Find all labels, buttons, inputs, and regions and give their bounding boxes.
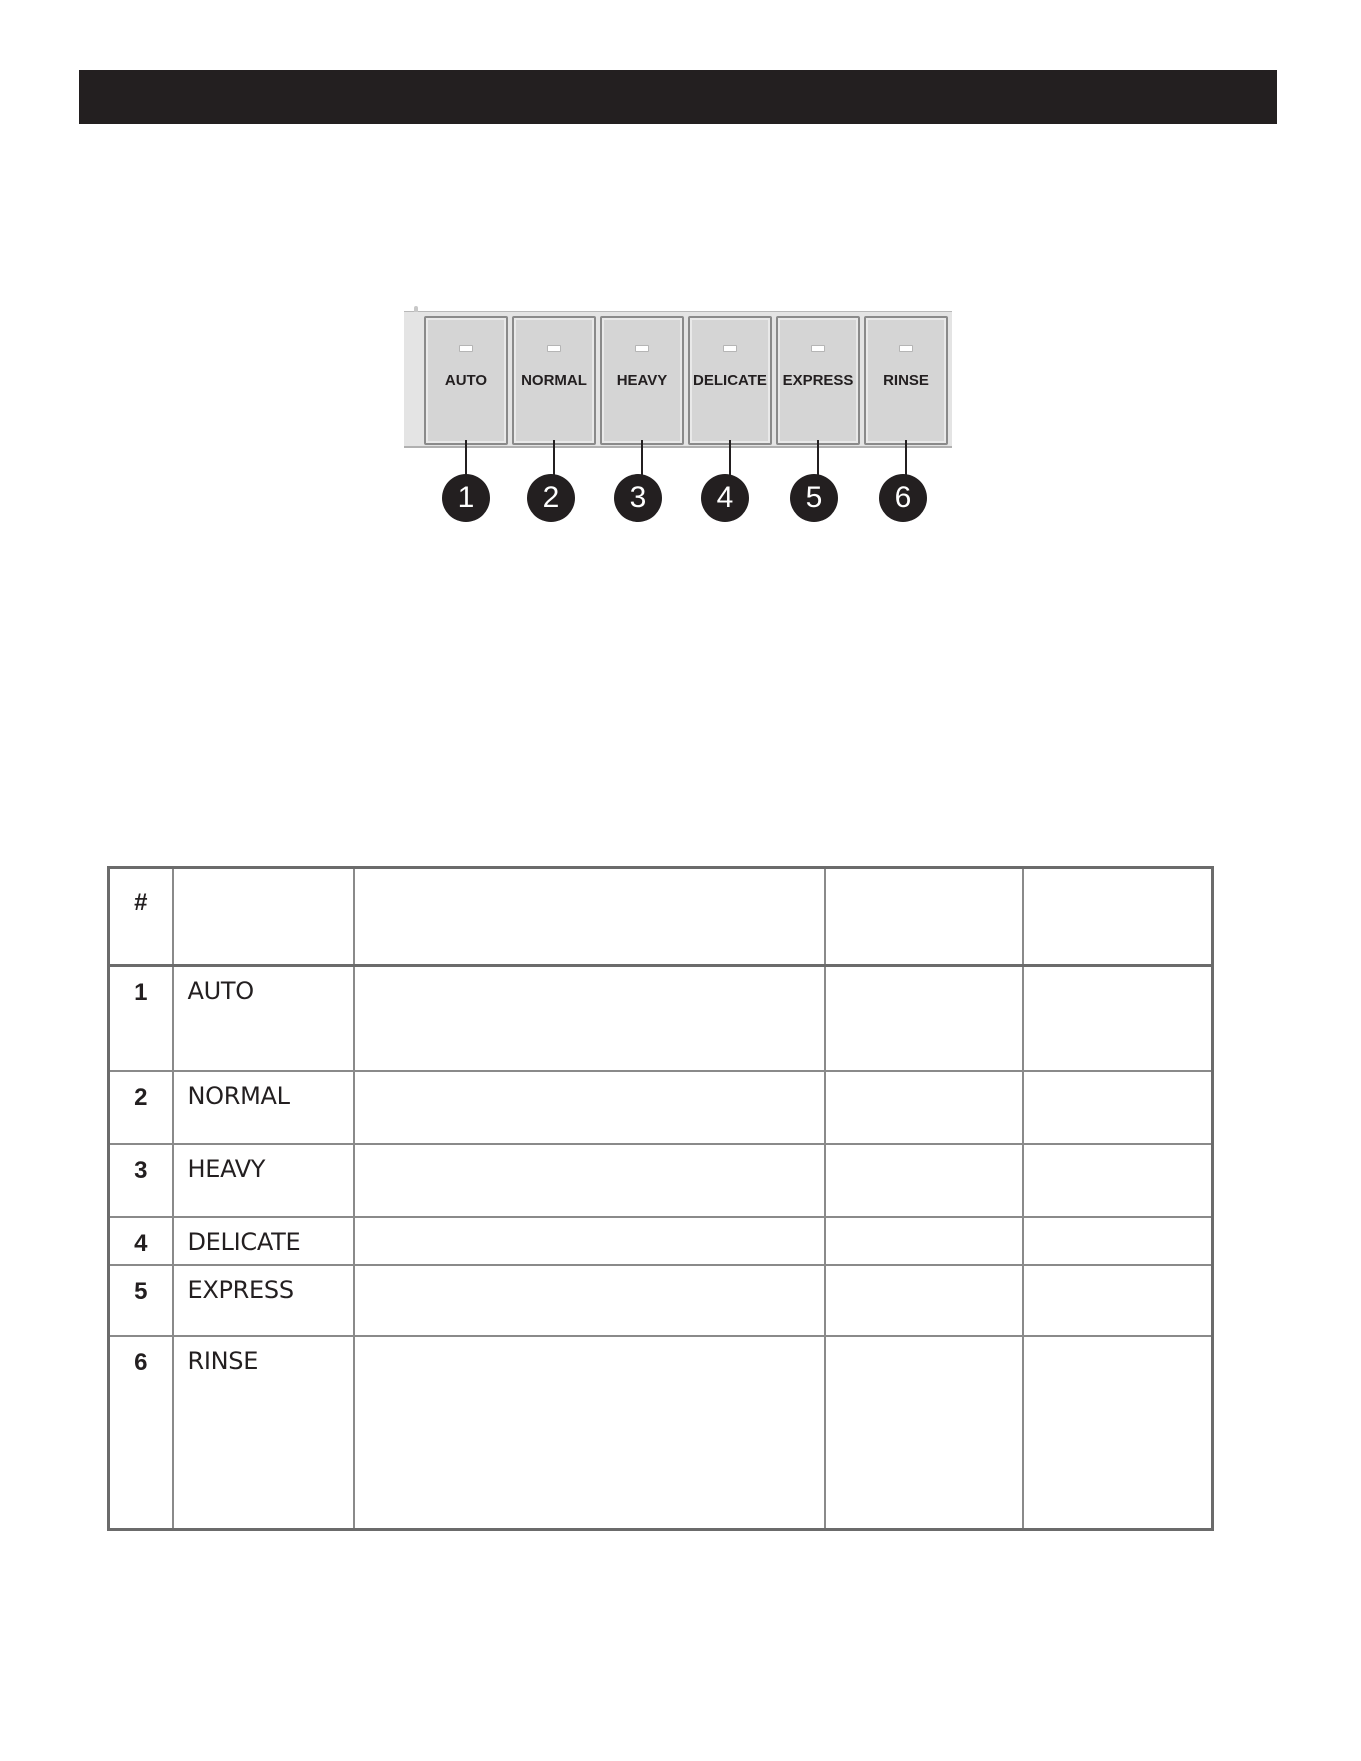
normal-button	[512, 316, 596, 445]
button-label: NORMAL	[521, 372, 587, 389]
table-cell	[354, 1265, 825, 1336]
callout-1: 1	[442, 474, 490, 522]
table-cell	[1023, 1336, 1213, 1530]
row-number: 6	[109, 1336, 173, 1530]
table-cell	[825, 1071, 1023, 1144]
table-cell	[825, 1336, 1023, 1530]
cycle-name: DELICATE	[173, 1217, 354, 1265]
callout-2: 2	[527, 474, 575, 522]
cycle-name: EXPRESS	[173, 1265, 354, 1336]
table-header-row	[109, 868, 1213, 966]
table-row	[109, 1265, 1213, 1336]
cycle-name: AUTO	[173, 966, 354, 1071]
number-header: #	[109, 868, 173, 966]
header-cell	[173, 868, 354, 966]
button-label: AUTO	[444, 372, 488, 389]
delicate-button	[688, 316, 772, 445]
table-cell	[1023, 1144, 1213, 1217]
table-cell	[1023, 966, 1213, 1071]
row-number: 3	[109, 1144, 173, 1217]
indicator-light	[459, 345, 473, 352]
table-cell	[354, 966, 825, 1071]
table-row	[109, 966, 1213, 1071]
table-cell	[825, 1217, 1023, 1265]
indicator-light	[899, 345, 913, 352]
table-cell	[354, 1217, 825, 1265]
table-cell	[1023, 1265, 1213, 1336]
button-label: RINSE	[883, 372, 929, 389]
callout-3: 3	[614, 474, 662, 522]
express-button	[776, 316, 860, 445]
table-cell	[825, 966, 1023, 1071]
indicator-light	[547, 345, 561, 352]
table-cell	[354, 1071, 825, 1144]
rinse-button	[864, 316, 948, 445]
cycle-name: NORMAL	[173, 1071, 354, 1144]
table-cell	[825, 1144, 1023, 1217]
indicator-light	[811, 345, 825, 352]
header-cell	[354, 868, 825, 966]
indicator-light	[723, 345, 737, 352]
table-row	[109, 1071, 1213, 1144]
table-cell	[825, 1265, 1023, 1336]
row-number: 5	[109, 1265, 173, 1336]
row-number: 1	[109, 966, 173, 1071]
indicator-light	[635, 345, 649, 352]
cycle-name: HEAVY	[173, 1144, 354, 1217]
row-number: 2	[109, 1071, 173, 1144]
cycle-name: RINSE	[173, 1336, 354, 1530]
button-label: EXPRESS	[782, 372, 854, 389]
header-cell	[825, 868, 1023, 966]
table-cell	[1023, 1217, 1213, 1265]
callout-4: 4	[701, 474, 749, 522]
table-row	[109, 1336, 1213, 1530]
row-number: 4	[109, 1217, 173, 1265]
callout-5: 5	[790, 474, 838, 522]
table-row	[109, 1144, 1213, 1217]
table-cell	[1023, 1071, 1213, 1144]
header-bar	[79, 70, 1277, 124]
button-label: HEAVY	[616, 372, 668, 389]
callout-6: 6	[879, 474, 927, 522]
cycles-table	[107, 866, 1214, 1531]
table-row	[109, 1217, 1213, 1265]
heavy-button	[600, 316, 684, 445]
table-cell	[354, 1336, 825, 1530]
button-label: DELICATE	[693, 372, 767, 389]
table-cell	[354, 1144, 825, 1217]
auto-button	[424, 316, 508, 445]
header-cell	[1023, 868, 1213, 966]
